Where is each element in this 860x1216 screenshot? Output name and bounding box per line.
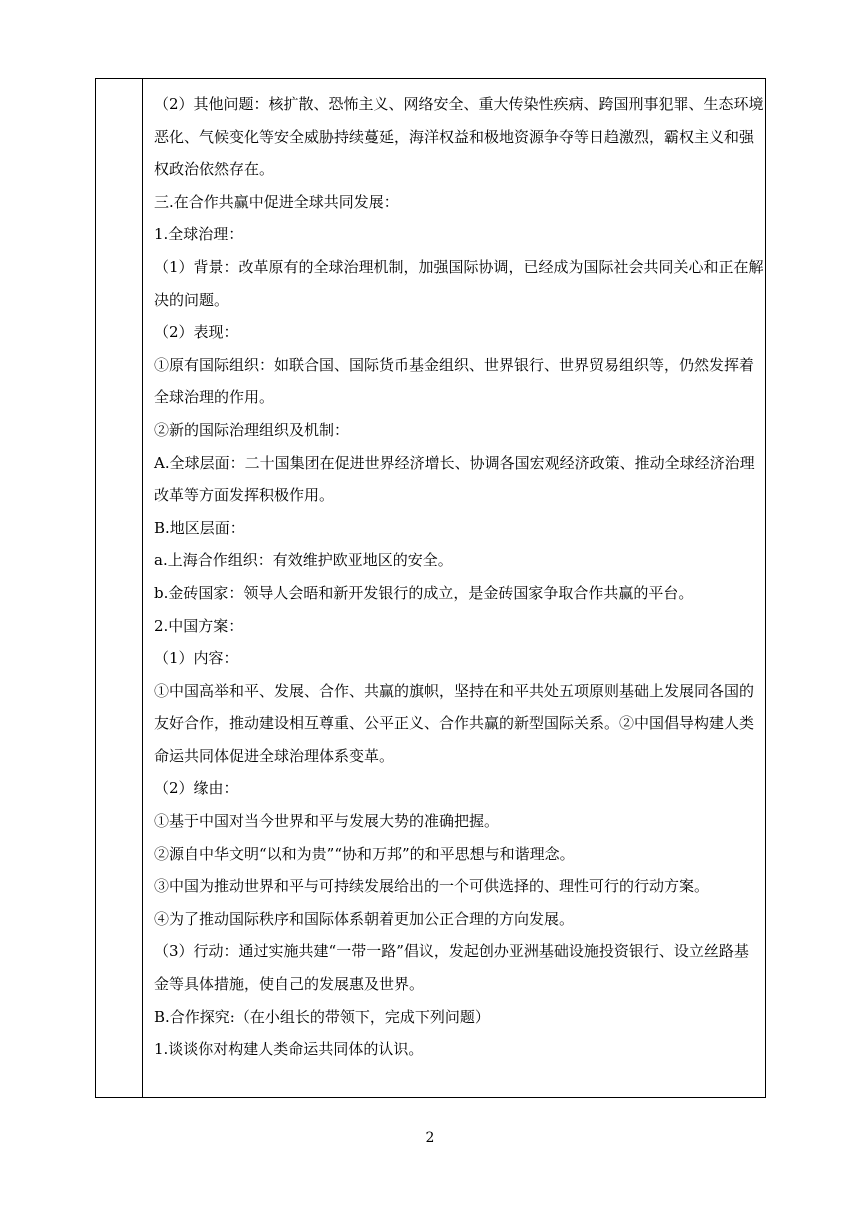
text-line: a.上海合作组织：有效维护欧亚地区的安全。 [154,551,453,570]
content-cell [154,88,764,1066]
text-line: （2）其他问题：核扩散、恐怖主义、网络安全、重大传染性疾病、跨国刑事犯罪、生态环境 [154,95,764,113]
text-line: ②新的国际治理组织及机制： [154,420,350,439]
text-line: ①基于中国对当今世界和平与发展大势的准确把握。 [154,812,500,831]
text-line: （1）内容： [154,649,239,668]
subsection-heading: 2.中国方案： [154,616,244,635]
section-heading: 三.在合作共赢中促进全球共同发展： [154,192,399,211]
text-line: A.全球层面：二十国集团在促进世界经济增长、协调各国宏观经济政策、推动全球经济治理 [154,453,755,472]
text-line: ④为了推动国际秩序和国际体系朝着更加公正合理的方向发展。 [154,909,575,928]
text-line: B.合作探究:（在小组长的带领下，完成下列问题） [154,1007,490,1026]
text-line: ①中国高举和平、发展、合作、共赢的旗帜，坚持在和平共处五项原则基础上发展同各国的 [154,681,755,700]
text-line: 1.谈谈你对构建人类命运共同体的认识。 [154,1040,424,1059]
text-line: ①原有国际组织：如联合国、国际货币基金组织、世界银行、世界贸易组织等，仍然发挥着 [154,355,755,374]
text-line: 决的问题。 [154,290,230,309]
text-line: 全球治理的作用。 [154,388,275,407]
text-line: 友好合作，推动建设相互尊重、公平正义、合作共赢的新型国际关系。②中国倡导构建人类 [154,714,755,733]
text-line: B.地区层面： [154,518,245,537]
text-line: （2）表现： [154,323,239,342]
text-line: （1）背景：改革原有的全球治理机制，加强国际协调，已经成为国际社会共同关心和正在解 [154,257,764,276]
content-table [95,78,766,1098]
page-number: 2 [425,1130,435,1146]
text-line: 权政治依然存在。 [154,160,275,179]
text-line: ③中国为推动世界和平与可持续发展给出的一个可供选择的、理性可行的行动方案。 [154,877,710,896]
text-line: 命运共同体促进全球治理体系变革。 [154,746,395,765]
text-line: 金等具体措施，使自己的发展惠及世界。 [154,975,425,994]
text-line: 恶化、气候变化等安全威胁持续蔓延，海洋权益和极地资源争夺等日趋激烈，霸权主义和强 [154,127,755,146]
text-line: （3）行动：通过实施共建“一带一路”倡议，发起创办亚洲基础设施投资银行、设立丝路基 [154,942,749,961]
text-line: b.金砖国家：领导人会晤和新开发银行的成立，是金砖国家争取合作共赢的平台。 [154,583,694,602]
subsection-heading: 1.全球治理： [154,225,244,244]
text-line: ②源自中华文明“以和为贵”“协和万邦”的和平思想与和谐理念。 [154,844,575,863]
text-line: （2）缘由： [154,779,239,798]
left-column-cell [96,79,143,1097]
text-line: 改革等方面发挥积极作用。 [154,486,335,505]
